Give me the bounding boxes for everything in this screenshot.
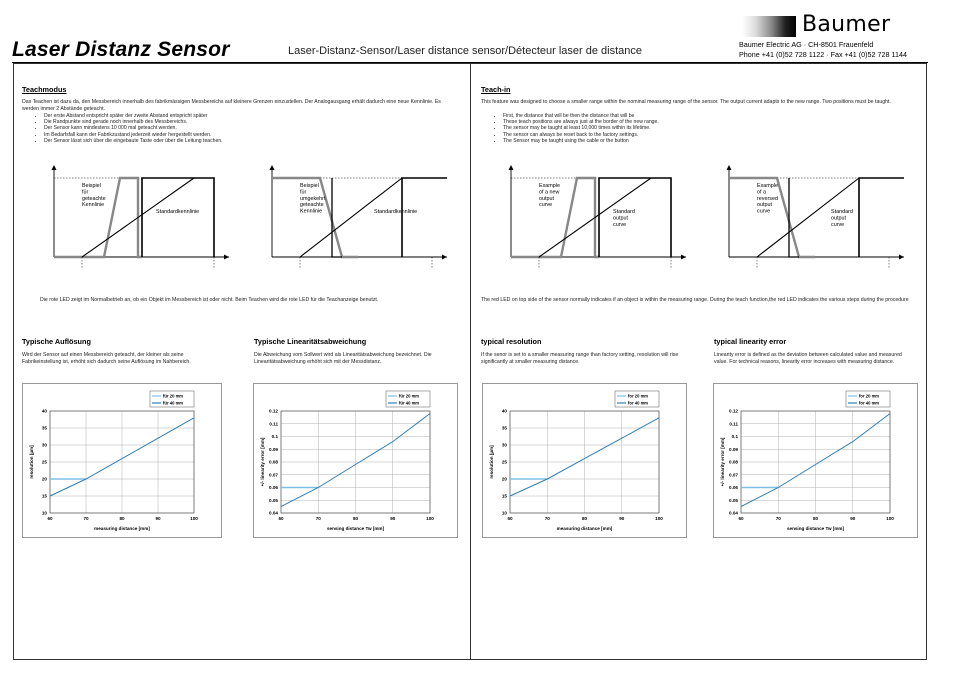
example-curve-label: Beispiel für umgekehrt geteachte Kennlinie	[300, 183, 326, 215]
left-lin-text: Die Abweichung vom Sollwert wird als Linearitätsabweichung bezeichnet. Die Linearitätsabweichung erhöht sich mit der Messdistanz.	[254, 352, 432, 365]
y-tick-label: 20	[501, 476, 507, 482]
teach-diagram-left-2	[258, 163, 458, 273]
y-axis-label: +/- linearity error [mm]	[720, 437, 725, 487]
legend-label: for 20 mm	[859, 393, 880, 399]
left-teach-heading: Teachmodus	[22, 85, 67, 94]
y-tick-label: 0.09	[269, 446, 278, 452]
x-axis-label: measuring distance [mm]	[94, 526, 150, 531]
y-axis-arrow-icon	[727, 165, 732, 170]
y-tick-label: 0.11	[269, 421, 278, 427]
x-tick-label: 60	[278, 516, 284, 521]
list-item: • Der erste Abstand entspricht später der zweite Abstand entspricht später	[44, 113, 464, 119]
y-tick-label: 0.06	[269, 485, 278, 491]
x-tick-label: 100	[426, 516, 434, 521]
baumer-logo-gradient-icon	[742, 16, 796, 37]
teach-diagram-right-1	[497, 163, 697, 273]
x-axis-arrow-icon	[899, 255, 904, 260]
x-tick-label: 90	[155, 516, 161, 521]
list-item: • Der Sensor kann mindestens 10 000 mal geteacht werden.	[44, 125, 464, 131]
standard-curve-label: Standardkennlinie	[374, 209, 418, 215]
right-res-text: If the senor is set to a smaller measuring range than factory setting, resolution will rise significantly at smaller measuring distance.	[481, 352, 679, 365]
x-axis-label: sensing distance Tw [mm]	[326, 526, 385, 531]
x-tick-label: 90	[390, 516, 396, 521]
y-tick-label: 20	[41, 476, 47, 482]
list-item: • These teach positions are always just at the border of the new range.	[503, 119, 923, 125]
left-teach-bullets	[32, 113, 464, 144]
y-tick-label: 0.05	[269, 497, 278, 503]
x-tick-label: 60	[738, 516, 744, 521]
y-axis-arrow-icon	[509, 165, 514, 170]
reversed-edge	[789, 178, 799, 257]
x-tick-label: 70	[544, 516, 550, 521]
y-tick-label: 0.11	[729, 421, 738, 427]
x-axis-label: measuring distance [mm]	[556, 526, 613, 531]
left-res-text: Wird der Sensor auf einen Messbereich geteacht, der kleiner als seine Fabrikeinstellung ist, erhöht sich dadurch seine Auflösung im Nahbereich.	[22, 352, 191, 365]
left-teach-intro: Das Teachen ist dazu da, den Messbereich innerhalb des fabrikmässigen Messbereichs auf kleinere Grenzen einzustellen. Der Analogausgang erhält dadurch eine neue Kennlinie. Es werden immer 2 Abstände geteacht.	[22, 99, 441, 112]
right-led-note: The red LED on top side of the sensor normally indicates if an object is within the measuring range. During the teach function,the red LED indicates the various steps during the procedure	[481, 297, 909, 303]
y-axis-arrow-icon	[270, 165, 275, 170]
x-tick-label: 70	[315, 516, 321, 521]
y-tick-label: 25	[41, 459, 47, 465]
legend-label: for 40 mm	[859, 400, 880, 406]
y-axis-label: resolution [µm]	[489, 445, 494, 479]
left-res-heading: Typische Auflösung	[22, 337, 91, 346]
x-tick-label: 80	[581, 516, 588, 521]
x-tick-label: 100	[886, 516, 894, 521]
y-tick-label: 15	[501, 493, 507, 499]
chart-resolution-en	[482, 383, 687, 538]
x-tick-label: 90	[850, 516, 856, 521]
brand-logo: Baumer	[802, 12, 891, 37]
standard-curve-line	[300, 178, 402, 257]
right-lin-heading: typical linearity error	[714, 337, 787, 346]
y-tick-label: 0.08	[269, 459, 278, 465]
example-curve-label: Example of a new output curve	[539, 183, 560, 209]
example-curve-label: Beispiel für geteachte Kennlinie	[82, 183, 106, 209]
list-item: • First, the distance that will be then the distance that will be	[503, 113, 923, 119]
y-tick-label: 10	[41, 510, 47, 516]
y-tick-label: 0.04	[269, 510, 278, 516]
x-tick-label: 100	[190, 516, 198, 521]
chart-linearity-de	[253, 383, 458, 538]
standard-curve-box	[859, 178, 904, 257]
x-axis-arrow-icon	[224, 255, 229, 260]
company-phone: Phone +41 (0)52 728 1122 · Fax +41 (0)52 728 1144	[739, 50, 907, 59]
y-tick-label: 35	[41, 425, 47, 431]
y-tick-label: 25	[501, 459, 507, 465]
x-axis-arrow-icon	[442, 255, 447, 260]
x-tick-label: 70	[775, 516, 781, 521]
x-tick-label: 100	[655, 516, 663, 521]
legend-label: for 20 mm	[628, 393, 649, 399]
x-tick-label: 60	[47, 516, 53, 521]
y-axis-label: resolution [µm]	[29, 445, 34, 479]
y-tick-label: 10	[501, 510, 507, 516]
list-item: • The sensor may be taught at least 10,000 times within its lifetime.	[503, 125, 923, 131]
legend-label: für 20 mm	[399, 393, 420, 399]
legend-label: für 40 mm	[163, 400, 184, 406]
list-item: • The sensor can always be reset back to the factory settings.	[503, 132, 923, 138]
x-tick-label: 80	[812, 516, 819, 521]
chart-resolution-de	[22, 383, 222, 538]
list-item: • Der Sensor lässt sich über die eingebaute Taste oder über die Leitung teachen.	[44, 138, 464, 144]
y-tick-label: 0.05	[729, 497, 738, 503]
y-tick-label: 15	[41, 493, 47, 499]
y-axis-arrow-icon	[52, 165, 57, 170]
x-axis-arrow-icon	[681, 255, 686, 260]
y-tick-label: 40	[501, 408, 507, 414]
company-address: Baumer Electric AG · CH-8501 Frauenfeld	[739, 40, 874, 49]
y-tick-label: 30	[41, 442, 47, 448]
teach-diagram-left-1	[40, 163, 240, 273]
y-tick-label: 30	[501, 442, 507, 448]
y-tick-label: 35	[501, 425, 507, 431]
x-tick-label: 90	[619, 516, 625, 521]
legend-label: für 40 mm	[399, 400, 420, 406]
right-teach-intro: This feature was designed to choose a smaller range within the nominal measuring range of the sensor. The output current adapts to the new range. Two positions must be taught.	[481, 99, 891, 105]
y-tick-label: 0.12	[729, 408, 738, 414]
standard-curve-box	[402, 178, 447, 257]
standard-curve-label: Standardkennlinie	[156, 209, 200, 215]
legend-label: für 20 mm	[163, 393, 184, 399]
y-tick-label: 0.12	[269, 408, 278, 414]
standard-curve-label: Standard output curve	[831, 209, 853, 228]
y-tick-label: 0.06	[729, 485, 738, 491]
left-lin-heading: Typische Linearitätsabweichung	[254, 337, 367, 346]
reversed-edge	[332, 178, 342, 257]
right-lin-text: Linearity error is defined as the deviation between calculated value and measured value. For technical reasons, linearity error increases with measuring distance.	[714, 352, 902, 365]
x-tick-label: 80	[352, 516, 359, 521]
left-led-note: Die rote LED zeigt im Normalbetrieb an, ob ein Objekt im Messbereich ist oder nicht. Beim Teachen wird die rote LED für die Teachanzeige benutzt.	[40, 297, 379, 303]
chart-linearity-en	[713, 383, 918, 538]
y-tick-label: 0.08	[729, 459, 738, 465]
x-tick-label: 60	[507, 516, 513, 521]
right-res-heading: typical resolution	[481, 337, 542, 346]
list-item: • Im Bedarfsfall kann der Fabrikzustand jederzeit wieder hergestellt werden.	[44, 132, 464, 138]
x-axis-label: sensing distance Tw [mm]	[786, 526, 845, 531]
column-divider	[470, 63, 471, 660]
example-curve-label: Example of a reversed output curve	[757, 183, 778, 215]
y-tick-label: 0.1	[731, 434, 738, 440]
y-tick-label: 0.04	[729, 510, 738, 516]
y-tick-label: 0.07	[729, 472, 738, 478]
page-title: Laser Distanz Sensor	[12, 38, 230, 61]
y-tick-label: 0.1	[271, 434, 278, 440]
y-axis-label: +/- linearity error [mm]	[260, 437, 265, 487]
y-tick-label: 0.07	[269, 472, 278, 478]
standard-curve-label: Standard output curve	[613, 209, 635, 228]
legend-label: for 40 mm	[628, 400, 649, 406]
teach-diagram-right-2	[715, 163, 915, 273]
list-item: • The Sensor may be taught using the cable or the button	[503, 138, 923, 144]
x-tick-label: 80	[119, 516, 125, 521]
right-teach-bullets	[491, 113, 923, 144]
right-teach-heading: Teach-in	[481, 85, 511, 94]
y-tick-label: 0.09	[729, 446, 738, 452]
page-subtitle: Laser-Distanz-Sensor/Laser distance sensor/Détecteur laser de distance	[288, 45, 643, 57]
y-tick-label: 40	[41, 408, 47, 414]
list-item: • Die Randpunkte sind gerade noch innerhalb des Messbereichs.	[44, 119, 464, 125]
x-tick-label: 70	[83, 516, 89, 521]
company-info	[739, 40, 907, 60]
